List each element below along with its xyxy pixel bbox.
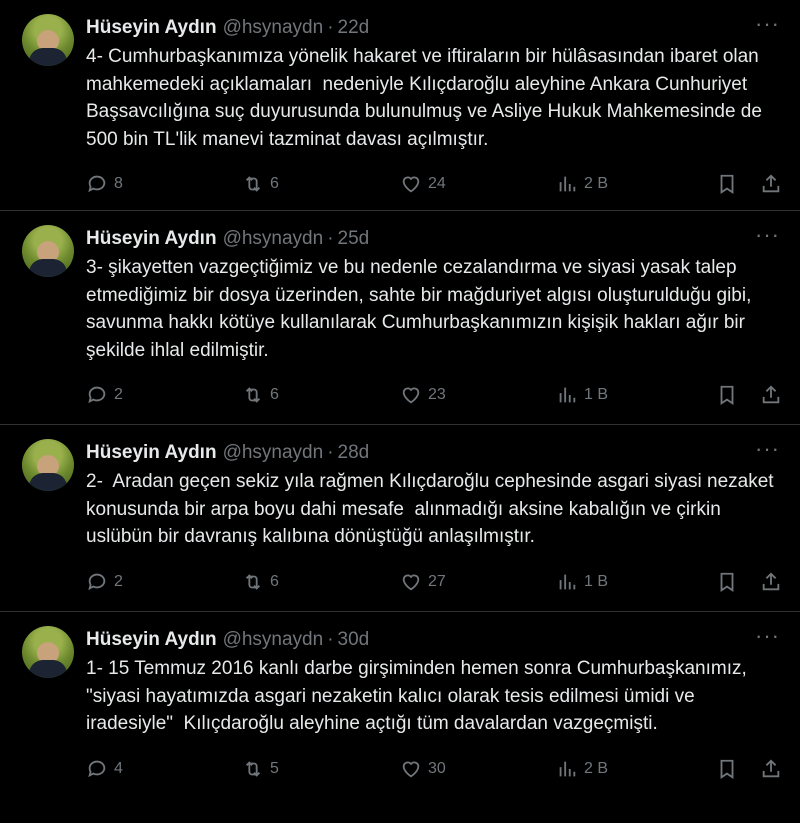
tweet-timestamp[interactable]: 22d — [337, 17, 370, 38]
like-button[interactable] — [400, 571, 446, 593]
author-handle[interactable]: @hsynaydn — [222, 629, 324, 650]
separator-dot: · — [327, 629, 334, 650]
tweet-text: 1- 15 Temmuz 2016 kanlı darbe girşiminden hemen sonra Cumhurbaşkanımız, "siyasi hayatımızda asgari nezaketin kalıcı olarak tesis edilmesi ümidi ve iradesiyle" Kılıçdaroğlu aleyhine açtığı tüm davalardan vazgeçmişti. — [86, 658, 747, 734]
share-button[interactable] — [760, 758, 782, 780]
tweet[interactable] — [0, 612, 800, 823]
reply-icon — [86, 384, 108, 406]
tweet-timestamp[interactable]: 30d — [337, 629, 370, 650]
views-icon — [556, 384, 578, 406]
like-count: 23 — [428, 386, 446, 403]
views-count: 2 B — [584, 175, 609, 192]
tweet-actions — [86, 742, 780, 796]
bookmark-button[interactable] — [716, 173, 738, 195]
like-count: 30 — [428, 759, 446, 777]
share-icon — [760, 384, 782, 406]
reply-count: 2 — [114, 572, 123, 590]
repost-button[interactable] — [242, 173, 279, 195]
bookmark-button[interactable] — [716, 384, 738, 406]
heart-icon — [400, 758, 422, 780]
bookmark-icon — [716, 173, 738, 195]
tweet-actions — [86, 157, 780, 211]
views-button[interactable] — [556, 173, 608, 195]
author-name[interactable]: Hüseyin Aydın — [86, 228, 217, 249]
like-count: 24 — [428, 175, 446, 192]
bookmark-icon — [716, 571, 738, 593]
tweet[interactable] — [0, 0, 800, 211]
reply-button[interactable] — [86, 571, 123, 593]
reply-icon — [86, 571, 108, 593]
tweet-text: 4- Cumhurbaşkanımıza yönelik hakaret ve iftiraların bir hülâsasından ibaret olan mahkemedeki açıklamaları nedeniyle Kılıçdaroğlu aleyhine Ankara Cunhuriyet Başsavcılığına suç duyurusunda bulunulmuş ve Asliye Hukuk Mahkemesinde de 500 bin TL'lik manevi tazminat davası açılmıştır. — [86, 46, 768, 150]
heart-icon — [400, 571, 422, 593]
repost-icon — [242, 384, 264, 406]
tweet-actions — [86, 555, 780, 609]
views-icon — [556, 571, 578, 593]
repost-button[interactable] — [242, 758, 279, 780]
bookmark-icon — [716, 758, 738, 780]
repost-count: 6 — [270, 572, 279, 590]
share-icon — [760, 758, 782, 780]
tweet-text: 2- Aradan geçen sekiz yıla rağmen Kılıçdaroğlu cephesinde asgari siyasi nezaket konusunda bir arpa boyu dahi mesafe alınmadığı aksine kabalığın ve çirkin uslübün bir davranış kalıbına dönüştüğü anlaşılmıştır. — [86, 471, 779, 547]
share-button[interactable] — [760, 571, 782, 593]
repost-icon — [242, 173, 264, 195]
share-icon — [760, 173, 782, 195]
reply-button[interactable] — [86, 758, 123, 780]
avatar[interactable] — [22, 439, 74, 491]
repost-icon — [242, 758, 264, 780]
tweet-header — [86, 11, 780, 42]
share-icon — [760, 571, 782, 593]
tweet-text: 3- şikayetten vazgeçtiğimiz ve bu nedenle cezalandırma ve siyasi yasak talep etmediğimiz bir dosya üzerinden, sahte bir mağduriyet algısı oluşturulduğu gibi, savunma hakkı kötüye kullanılarak Cumhurbaşkanımızın kişişik hakları ağır bir şekilde ihlal edilmiştir. — [86, 257, 757, 361]
repost-count: 6 — [270, 175, 279, 192]
reply-icon — [86, 758, 108, 780]
tweet-actions — [86, 368, 780, 422]
views-icon — [556, 758, 578, 780]
views-button[interactable] — [556, 384, 608, 406]
reply-button[interactable] — [86, 384, 123, 406]
like-count: 27 — [428, 572, 446, 590]
author-handle[interactable]: @hsynaydn — [222, 17, 324, 38]
views-count: 1 B — [584, 572, 609, 590]
reply-icon — [86, 173, 108, 195]
bookmark-button[interactable] — [716, 571, 738, 593]
reply-count: 8 — [114, 175, 123, 192]
more-options-icon[interactable]: ··· — [755, 623, 780, 648]
separator-dot: · — [327, 442, 334, 463]
author-handle[interactable]: @hsynaydn — [222, 228, 324, 249]
share-button[interactable] — [760, 384, 782, 406]
tweet-timestamp[interactable]: 25d — [337, 228, 370, 249]
more-options-icon[interactable]: ··· — [755, 222, 780, 247]
heart-icon — [400, 173, 422, 195]
author-name[interactable]: Hüseyin Aydın — [86, 17, 217, 38]
like-button[interactable] — [400, 173, 446, 195]
separator-dot: · — [327, 17, 334, 38]
tweet[interactable] — [0, 211, 800, 425]
author-handle[interactable]: @hsynaydn — [222, 442, 324, 463]
repost-count: 5 — [270, 759, 279, 777]
reply-count: 2 — [114, 386, 123, 403]
share-button[interactable] — [760, 173, 782, 195]
more-options-icon[interactable]: ··· — [755, 436, 780, 461]
like-button[interactable] — [400, 384, 446, 406]
like-button[interactable] — [400, 758, 446, 780]
author-name[interactable]: Hüseyin Aydın — [86, 442, 217, 463]
repost-button[interactable] — [242, 571, 279, 593]
avatar[interactable] — [22, 626, 74, 678]
avatar[interactable] — [22, 225, 74, 277]
tweet-header — [86, 436, 780, 467]
repost-icon — [242, 571, 264, 593]
more-options-icon[interactable]: ··· — [755, 11, 780, 36]
views-button[interactable] — [556, 758, 608, 780]
tweet-header — [86, 222, 780, 253]
reply-button[interactable] — [86, 173, 123, 195]
views-button[interactable] — [556, 571, 608, 593]
heart-icon — [400, 384, 422, 406]
tweet-timestamp[interactable]: 28d — [337, 442, 370, 463]
views-count: 1 B — [584, 386, 609, 403]
tweet[interactable] — [0, 425, 800, 612]
views-icon — [556, 173, 578, 195]
bookmark-icon — [716, 384, 738, 406]
repost-count: 6 — [270, 386, 279, 403]
avatar[interactable] — [22, 14, 74, 66]
tweet-header — [86, 623, 780, 654]
reply-count: 4 — [114, 759, 123, 777]
views-count: 2 B — [584, 759, 609, 777]
separator-dot: · — [327, 228, 334, 249]
bookmark-button[interactable] — [716, 758, 738, 780]
repost-button[interactable] — [242, 384, 279, 406]
author-name[interactable]: Hüseyin Aydın — [86, 629, 217, 650]
